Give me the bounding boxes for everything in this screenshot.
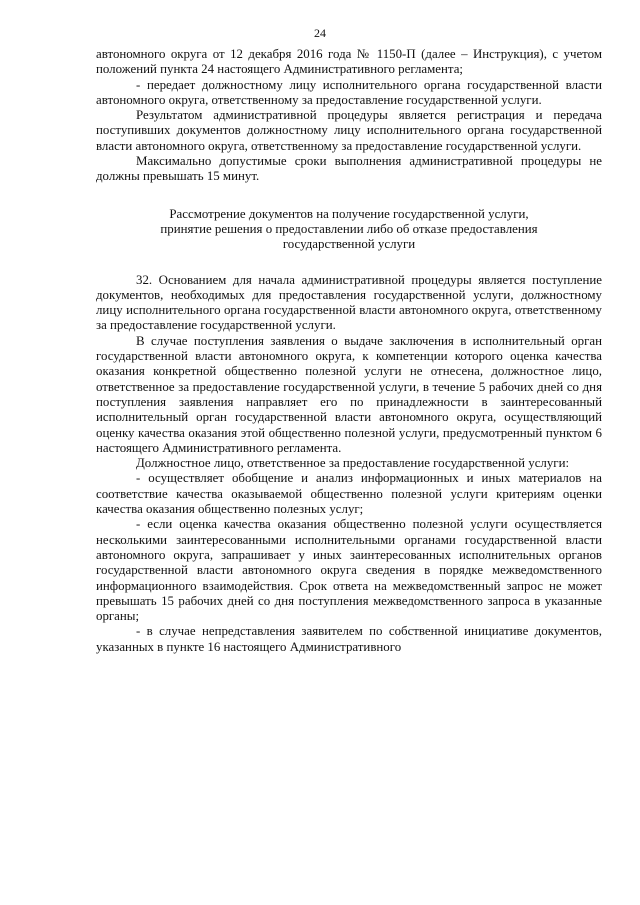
paragraph-official-duties: Должностное лицо, ответственное за предоставление государственной услуги: (136, 456, 570, 471)
list-item-transfer: - передает должностному лицу исполнительного органа государственной власти автономного округа, ответственному за предоставление государственной услуги. (96, 77, 602, 107)
list-item-interagency-request: - если оценка качества оказания общественно полезной услуги осуществляется несколькими заинтересованными исполнительными органами государственной власти автономного округа, запрашивает у иных заинтересованных исполнительных органов государственной власти автономного округа сведения в порядке межведомственного информационного взаимодействия. Срок ответа на межведомственный запрос не может превышать 15 рабочих дней со дня поступления межведомственного запроса в указанные органы; (96, 517, 602, 624)
paragraph-continuation: автономного округа от 12 декабря 2016 года № 1150-П (далее – Инструкция), с учетом положений пункта 24 настоящего Административного регламента; (96, 47, 602, 77)
clause-32: 32. Основанием для начала административной процедуры является поступление документов, необходимых для предоставления государственной услуги, должностному лицу исполнительного органа государственной власти автономного округа, ответственному за предоставление государственной услуги. (96, 272, 602, 333)
document-body (96, 47, 602, 655)
section-heading-line-1: Рассмотрение документов на получение государственной услуги, (169, 206, 529, 221)
paragraph-result: Результатом административной процедуры является регистрация и передача поступивших документов должностному лицу исполнительного органа государственной власти автономного округа, ответственному за предоставление государственной услуги. (96, 108, 602, 153)
paragraph-redirect: В случае поступления заявления о выдаче заключения в исполнительный орган государственной власти автономного округа, к компетенции которого оценка качества оказания конкретной общественно полезной услуги не отнесена, должностное лицо, ответственное за предоставление государственной услуги, в течение 5 рабочих дней со дня поступления заявления направляет его по принадлежности в заинтересованный исполнительный орган государственной власти автономного округа, осуществляющий оценку качества оказания этой общественно полезной услуги, предусмотренный пунктом 6 настоящего Административного регламента. (96, 333, 602, 455)
section-heading-line-3: государственной услуги (282, 237, 416, 252)
section-heading (96, 207, 602, 253)
paragraph-time-limit: Максимально допустимые сроки выполнения административной процедуры не должны превышать 15 минут. (96, 154, 602, 184)
list-item-missing-documents: - в случае непредставления заявителем по собственной инициативе документов, указанных в пункте 16 настоящего Административного (96, 624, 602, 654)
page-number: 24 (314, 26, 326, 40)
list-item-analysis: - осуществляет обобщение и анализ информационных и иных материалов на соответствие качества оказываемой общественно полезной услуги критериям оценки качества оказания общественно полезных услуг; (96, 471, 602, 517)
section-heading-line-2: принятие решения о предоставлении либо об отказе предоставления (160, 221, 538, 236)
